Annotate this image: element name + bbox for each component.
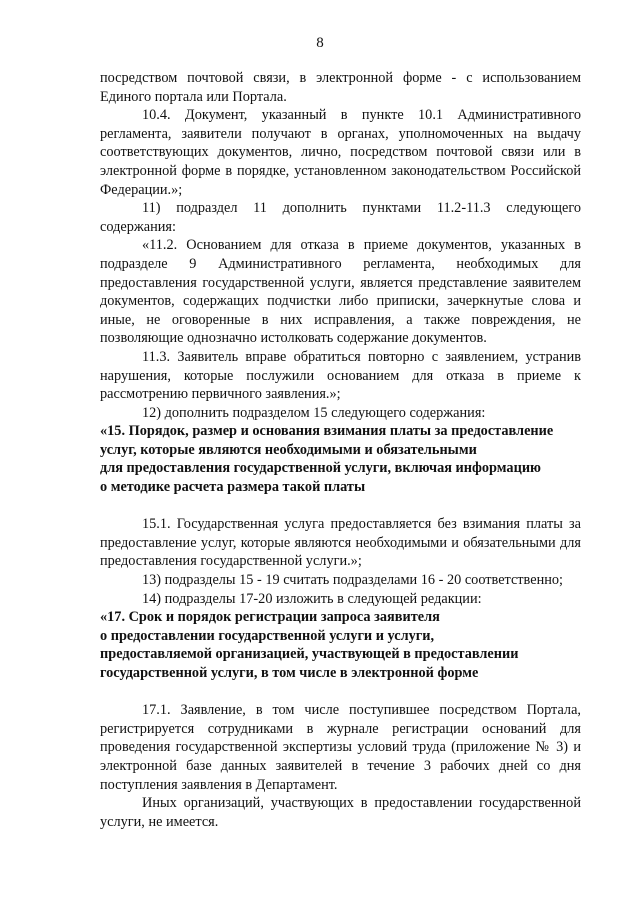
heading-line: предоставляемой организацией, участвующей в предоставлении: [100, 646, 519, 663]
page-number: 8: [316, 35, 324, 51]
heading-line: о предоставлении государственной услуги и услуги,: [100, 627, 435, 644]
paragraph-other-organizations: Иных организаций, участвующих в предоставлении государственной услуги, не имеется.: [100, 795, 581, 830]
paragraph-11-2: «11.2. Основанием для отказа в приеме документов, указанных в подразделе 9 Административного регламента, необходимых для предоставления государственной услуги, является представление заявителем документов, содержащих подчистки либо приписки, зачеркнутые слова и иные, не оговоренные в них исправления, а также повреждения, не позволяющие однозначно истолковать содержание документов.: [100, 237, 581, 347]
document-body: [100, 69, 581, 831]
paragraph-item-14: 14) подразделы 17-20 изложить в следующей редакции:: [142, 590, 482, 607]
paragraph-continuation: посредством почтовой связи, в электронной форме - с использованием Единого портала или Портала.: [100, 70, 581, 105]
heading-line: государственной услуги, в том числе в электронной форме: [100, 665, 479, 681]
heading-line: «15. Порядок, размер и основания взимания платы за предоставление: [100, 423, 554, 440]
heading-line: для предоставления государственной услуги, включая информацию: [100, 460, 541, 477]
paragraph-item-13: 13) подразделы 15 - 19 считать подразделами 16 - 20 соответственно;: [142, 572, 563, 589]
paragraph-10-4: 10.4. Документ, указанный в пункте 10.1 Административного регламента, заявители получают в органах, уполномоченных на выдачу соответствующих документов, лично, посредством почтовой связи или в электронной форме в порядке, установленном законодательством Российской Федерации.»;: [100, 107, 581, 198]
paragraph-item-12: 12) дополнить подразделом 15 следующего содержания:: [142, 404, 486, 421]
blank-line: [100, 683, 581, 702]
paragraph-11-3: 11.3. Заявитель вправе обратиться повторно с заявлением, устранив нарушения, которые послужили основанием для отказа в приеме к рассмотрению первичного заявления.»;: [100, 348, 581, 403]
paragraph-17-1: 17.1. Заявление, в том числе поступившее посредством Портала, регистрируется сотрудниками в журнале регистрации оснований для проведения государственной экспертизы условий труда (приложение № 3) и электронной базе данных заявителей в течение 3 рабочих дней со дня поступления заявления в Департамент.: [100, 702, 581, 793]
section-heading-15: [100, 422, 581, 496]
paragraph-item-11: 11) подраздел 11 дополнить пунктами 11.2-11.3 следующего содержания:: [100, 200, 581, 235]
section-heading-17: [100, 608, 581, 682]
blank-line: [100, 497, 581, 516]
heading-line: о методике расчета размера такой платы: [100, 479, 366, 496]
heading-line: услуг, которые являются необходимыми и обязательными: [100, 441, 477, 458]
heading-line: «17. Срок и порядок регистрации запроса заявителя: [100, 609, 440, 626]
paragraph-15-1: 15.1. Государственная услуга предоставляется без взимания платы за предоставление услуг, которые являются необходимыми и обязательными для предоставления государственной услуги.»;: [100, 516, 581, 570]
